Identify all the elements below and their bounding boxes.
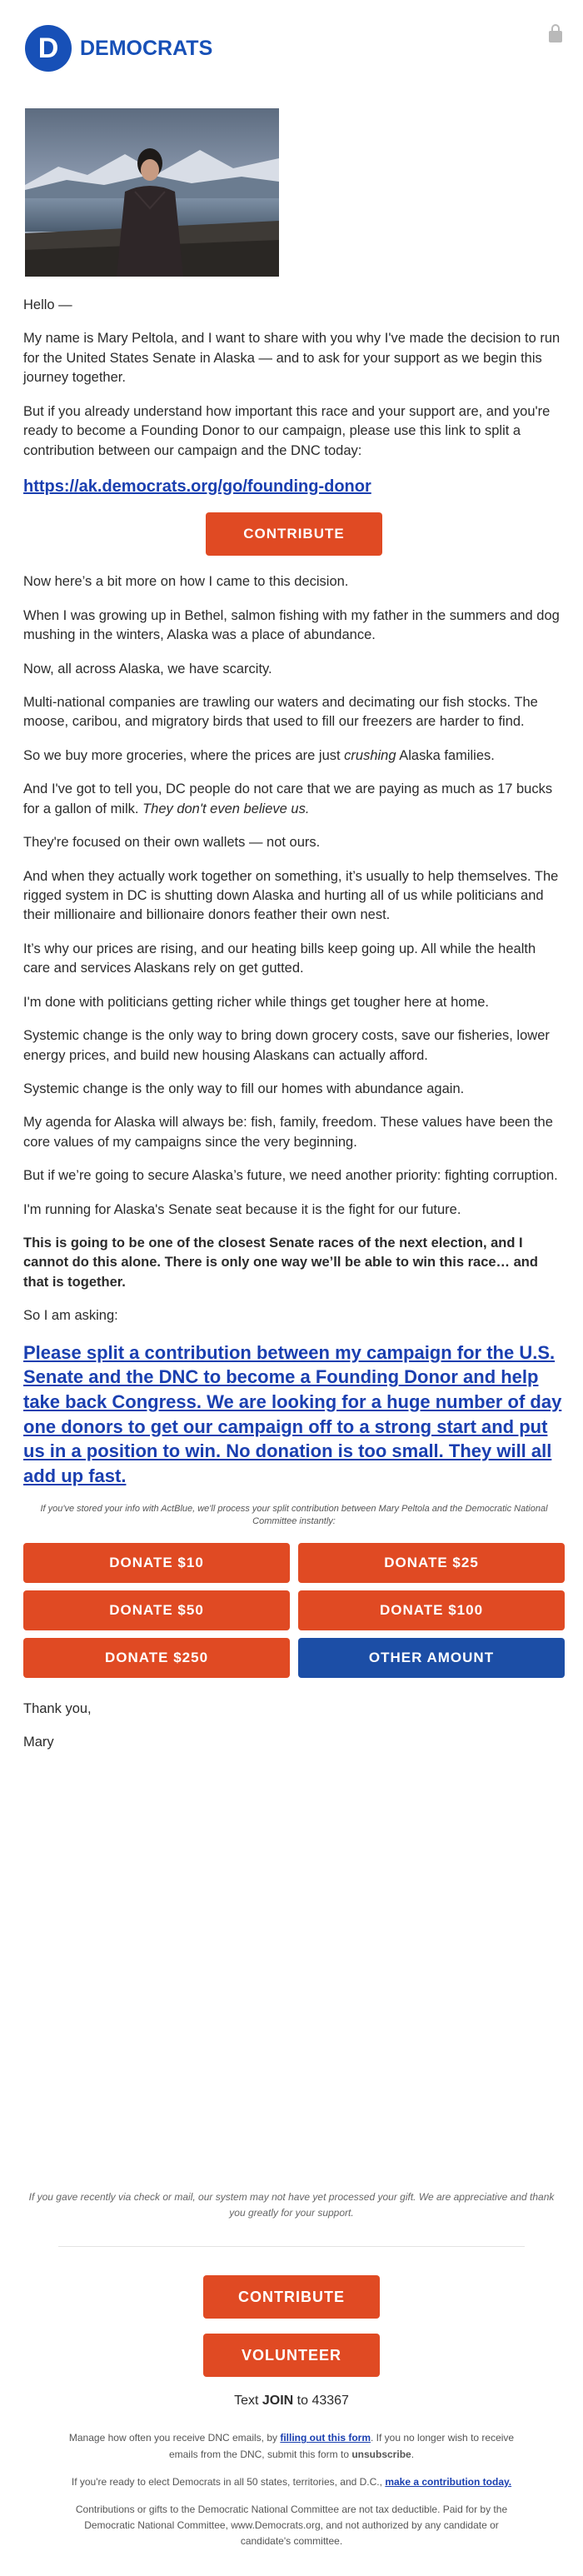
body-paragraph: And I've got to tell you, DC people do not care that we are paying as much as 17 bucks for a gallon of milk. They don't even believe us. — [23, 781, 553, 816]
unsubscribe-text: unsubscribe — [351, 2448, 411, 2460]
body-paragraph: My agenda for Alaska will always be: fish, family, freedom. These values have been the core values of my campaigns since the very beginning. — [23, 1115, 553, 1150]
founding-donor-paragraph: But if you already understand how important this race and your support are, and you're ready to become a Founding Donor to our campaign, please use this link to split a contribution between our campaign and the DNC today: — [23, 403, 551, 458]
actblue-note: If you've stored your info with ActBlue, we'll process your split contribution between Mary Peltola and the Democratic National Committee instantly: — [40, 1503, 548, 1527]
email-footer — [0, 2189, 583, 2562]
footer-contribute-button[interactable]: CONTRIBUTE — [203, 2275, 380, 2319]
donate-button-grid — [23, 1543, 565, 1678]
signoff-name: Mary — [23, 1735, 54, 1750]
body-paragraph: But if we’re going to secure Alaska’s future, we need another priority: fighting corruption. — [23, 1168, 558, 1184]
footer-divider — [58, 2246, 525, 2247]
body-paragraph: It’s why our prices are rising, and our heating bills keep going up. All while the health care and services Alaskans rely on get gutted. — [23, 941, 536, 976]
text-join-line: Text JOIN to 43367 — [234, 2394, 349, 2409]
body-paragraph: So I am asking: — [23, 1308, 118, 1324]
body-paragraph: When I was growing up in Bethel, salmon fishing with my father in the summers and dog mushing in the winters, Alaska was a place of abundance. — [23, 607, 560, 643]
email-body — [23, 296, 565, 1766]
body-paragraph: Now, all across Alaska, we have scarcity. — [23, 661, 272, 676]
greeting: Hello — — [23, 297, 72, 312]
emphasis-text: crushing — [344, 747, 396, 763]
donate-10-button[interactable]: DONATE $10 — [23, 1543, 290, 1583]
democrats-logo-icon — [25, 25, 72, 72]
mail-note: If you gave recently via check or mail, our system may not have yet processed your gift. We are appreciative and thank you greatly for your support. — [28, 2191, 555, 2219]
body-paragraph: They're focused on their own wallets — not ours. — [23, 835, 321, 851]
email-header — [0, 0, 583, 92]
contribute-button[interactable]: CONTRIBUTE — [206, 512, 382, 556]
elect-democrats-text: If you're ready to elect Democrats in all 50 states, territories, and D.C., make a contribution today. — [71, 2475, 512, 2488]
body-paragraph: I'm running for Alaska's Senate seat because it is the fight for our future. — [23, 1201, 461, 1217]
make-contribution-link[interactable]: make a contribution today. — [385, 2475, 512, 2488]
signoff-thanks: Thank you, — [23, 1700, 92, 1716]
donate-250-button[interactable]: DONATE $250 — [23, 1638, 290, 1678]
other-amount-button[interactable]: OTHER AMOUNT — [298, 1638, 565, 1678]
volunteer-button[interactable]: VOLUNTEER — [203, 2334, 380, 2377]
body-paragraph: So we buy more groceries, where the prices are just crushing Alaska families. — [23, 747, 495, 763]
body-paragraph: And when they actually work together on something, it’s usually to help themselves. The rigged system in DC is shutting down Alaska and hurting all of us while politicians and their millionaire and billionaire donors feather their own nest. — [23, 868, 559, 923]
logo-letter: D — [37, 32, 59, 64]
lock-icon — [549, 31, 562, 42]
democrats-logo[interactable] — [25, 25, 212, 72]
text-keyword: JOIN — [262, 2394, 294, 2409]
bold-paragraph: This is going to be one of the closest Senate races of the next election, and I cannot do this alone. There is only one way we’ll be able to win this race… and that is together. — [23, 1236, 538, 1290]
manage-form-link[interactable]: filling out this form — [280, 2432, 371, 2444]
split-contribution-link[interactable]: Please split a contribution between my campaign for the U.S. Senate and the DNC to become a Founding Donor and help take back Congress. We are looking for a huge number of day one donors to get our campaign off to a strong start and put us in a position to win. No donation is too small. They will all add up fast. — [23, 1341, 562, 1487]
intro-paragraph: My name is Mary Peltola, and I want to share with you why I've made the decision to run for the United States Senate in Alaska — and to ask for your support as we begin this journey together. — [23, 331, 561, 386]
founding-donor-link[interactable]: https://ak.democrats.org/go/founding-donor — [23, 477, 371, 496]
donate-100-button[interactable]: DONATE $100 — [298, 1590, 565, 1630]
donate-50-button[interactable]: DONATE $50 — [23, 1590, 290, 1630]
legal-disclaimer: Contributions or gifts to the Democratic National Committee are not tax deductible. Paid for by the Democratic National Committee, www.Democrats.org, and not authorized by any candidate or candidate's committee. — [75, 2503, 508, 2548]
body-paragraph: Systemic change is the only way to bring down grocery costs, save our fisheries, lower energy prices, and build new housing Alaskans can actually afford. — [23, 1028, 550, 1063]
emphasis-text: They don't even believe us. — [142, 801, 310, 816]
body-paragraph: Now here’s a bit more on how I came to this decision. — [23, 574, 349, 590]
body-paragraph: Systemic change is the only way to fill our homes with abundance again. — [23, 1081, 465, 1096]
logo-text: DEMOCRATS — [80, 36, 213, 60]
body-paragraph: Multi-national companies are trawling our waters and decimating our fish stocks. The moose, caribou, and migratory birds that used to fill our freezers are harder to find. — [23, 695, 538, 730]
manage-emails-text: Manage how often you receive DNC emails, by filling out this form. If you no longer wish to receive emails from the DNC, submit this form to unsubscribe. — [68, 2432, 515, 2460]
body-paragraph: I'm done with politicians getting richer while things get tougher here at home. — [23, 994, 489, 1010]
candidate-photo — [25, 108, 279, 277]
donate-25-button[interactable]: DONATE $25 — [298, 1543, 565, 1583]
